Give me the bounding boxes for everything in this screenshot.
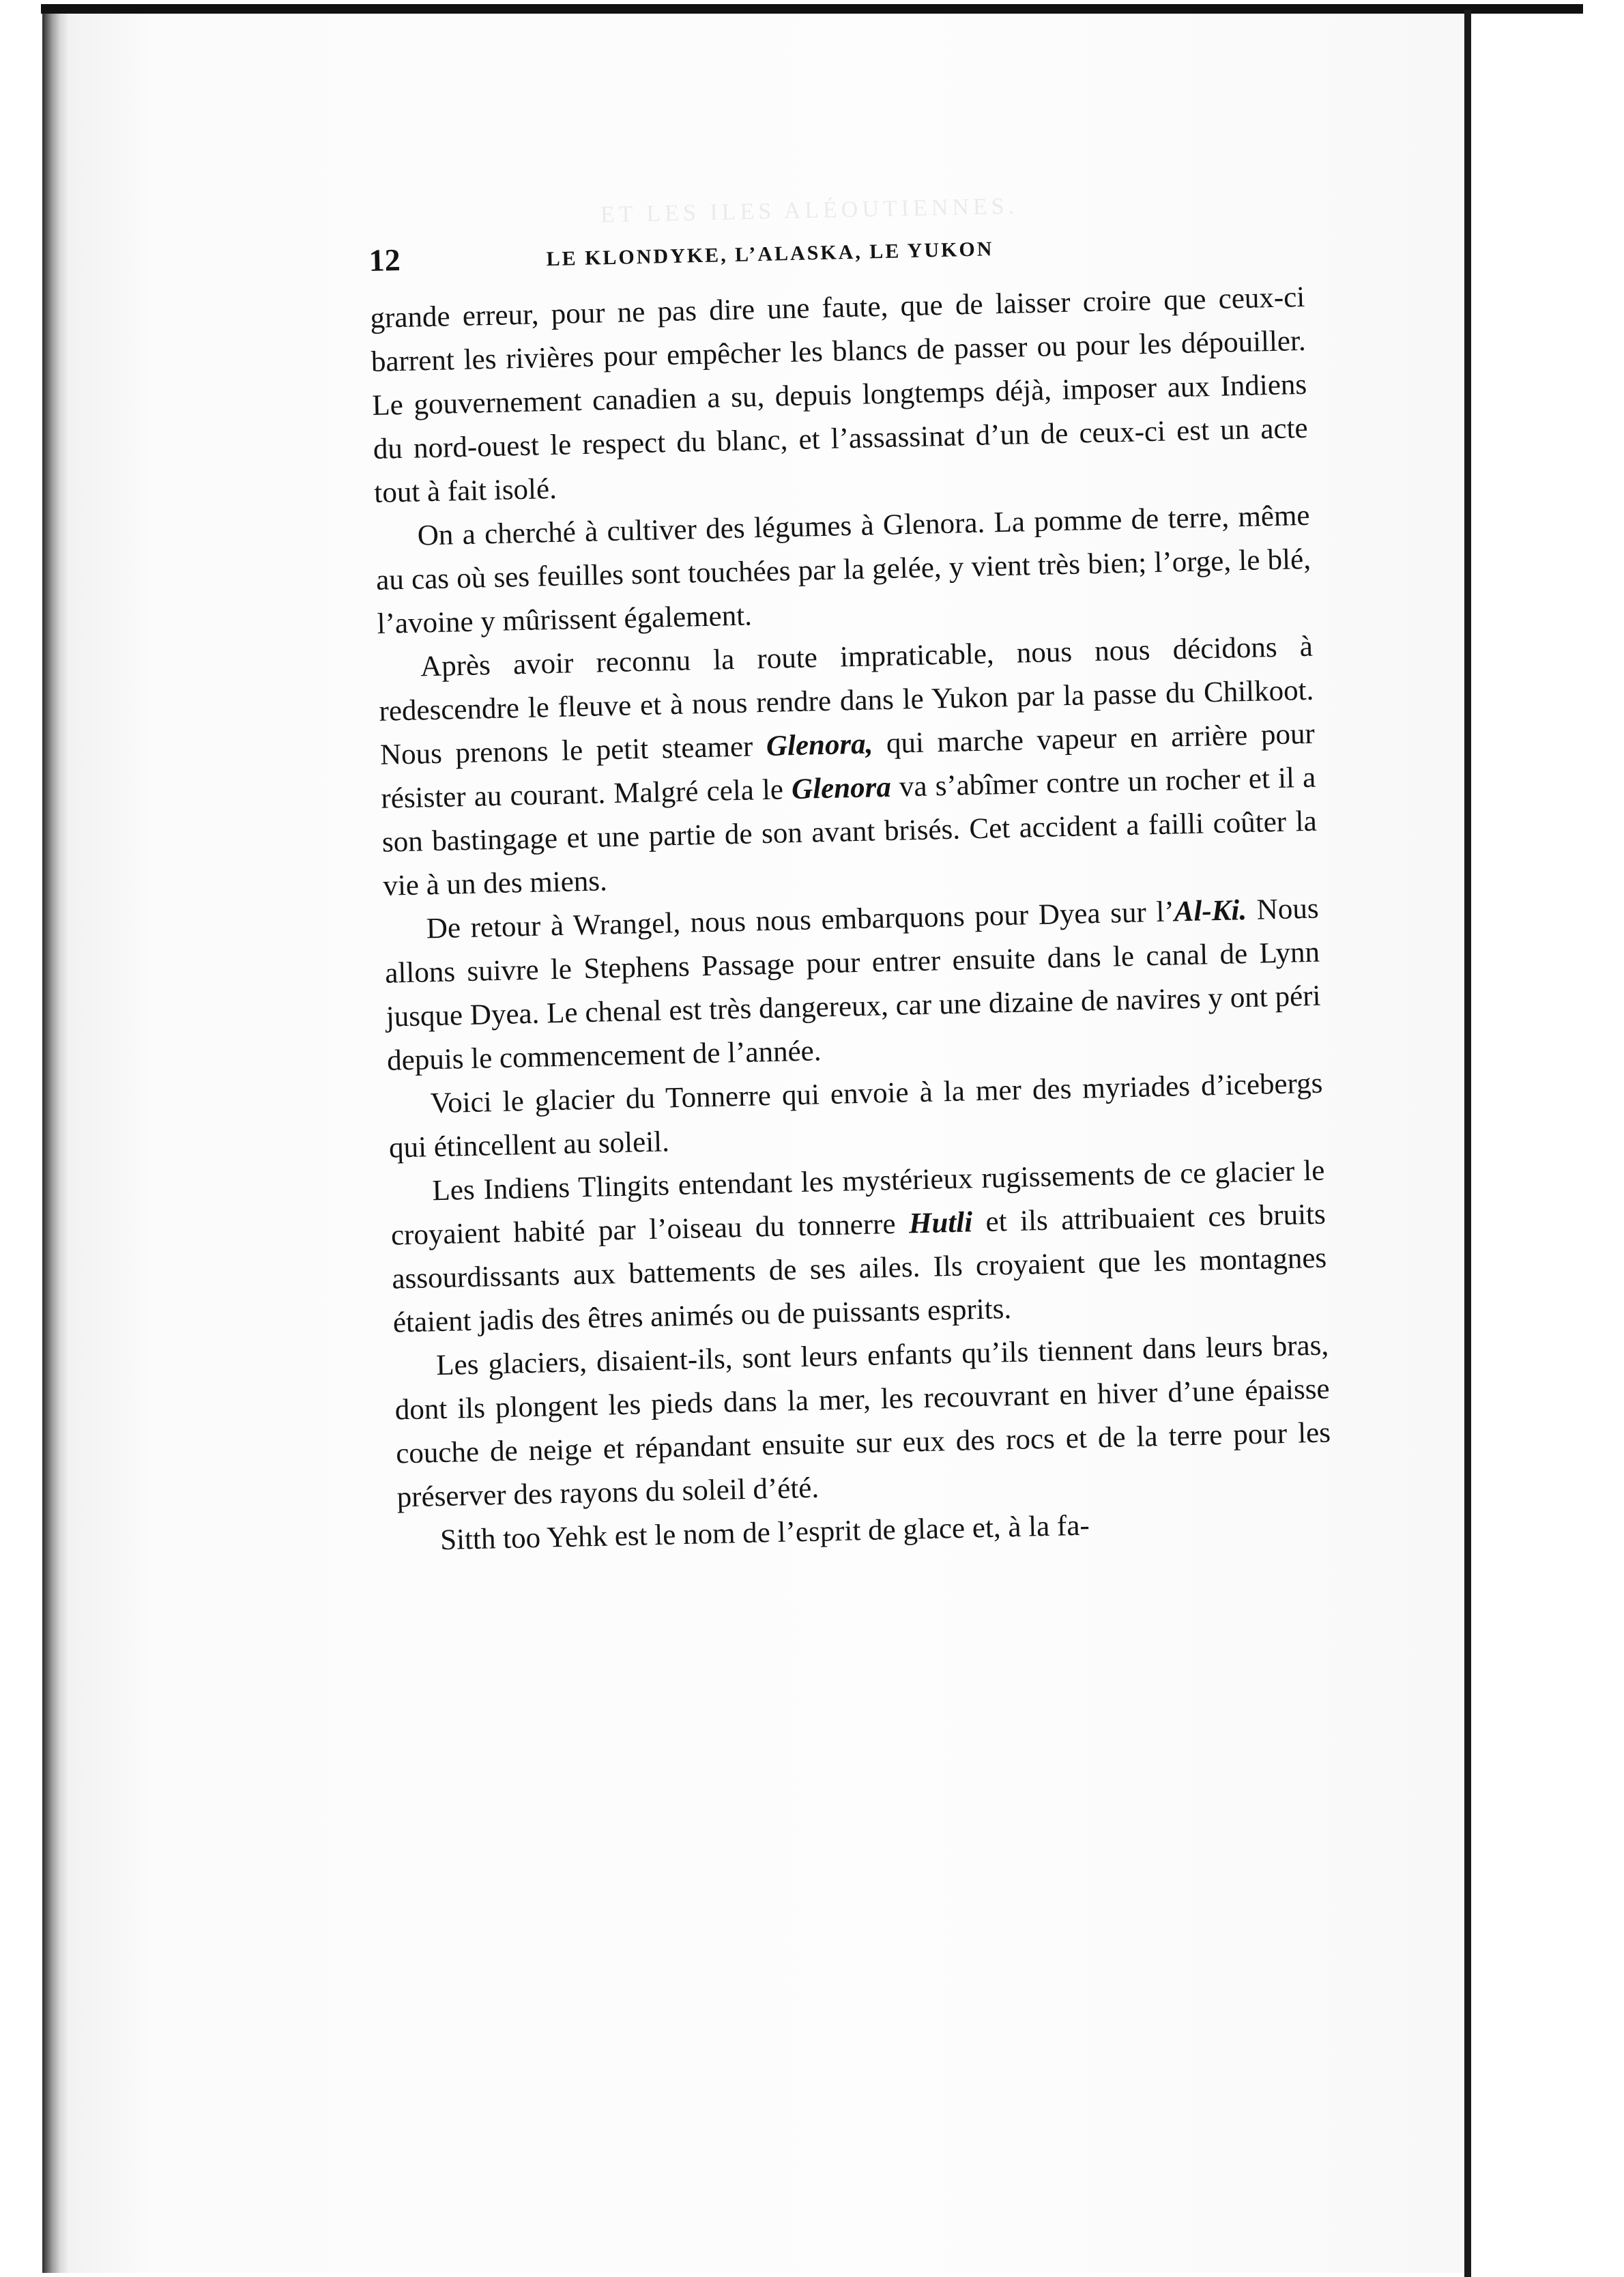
paragraph-6: Les Indiens Tlingits entendant les mystérieux rugissements de ce glacier le croyaient habité par l’oiseau du tonnerre Hutli et ils attribuaient ces bruits assourdissants aux battements de ses ailes. Ils croyaient que les montagnes étaient jadis des êtres animés ou de puissants esprits. xyxy=(390,1154,1327,1339)
running-title: LE KLONDYKE, L’ALASKA, LE YUKON xyxy=(546,238,994,271)
bleed-through-text: ET LES ILES ALÉOUTIENNES. xyxy=(600,193,1019,228)
thunderbird-name-hutli: Hutli xyxy=(908,1206,973,1240)
paragraph-5: Voici le glacier du Tonnerre qui envoie à la mer des myriades d’icebergs qui étincellent au soleil. xyxy=(388,1067,1323,1164)
page-edge-fold xyxy=(1464,10,1471,2277)
paragraph-4: De retour à Wrangel, nous nous embarquons pour Dyea sur l’Al-Ki. Nous allons suivre le Stephens Passage pour entrer ensuite dans le canal de Lynn jusque Dyea. Le chenal est très dangereux, car une dizaine de navires y ont péri depuis le commencement de l’année. xyxy=(384,892,1321,1077)
ship-name-glenora-2: Glenora xyxy=(791,771,892,806)
paragraph-2: On a cherché à cultiver des légumes à Glenora. La pomme de terre, même au cas où ses feuilles sont touchées par la gelée, y vient très bien; l’orge, le blé, l’avoine y mûrissent également. xyxy=(375,499,1311,640)
paragraph-3: Après avoir reconnu la route impraticable, nous nous décidons à redescendre le fleuve et à nous rendre dans le Yukon par la passe du Chilkoot. Nous prenons le petit steamer Glenora, qui marche vapeur en arrière pour résister au courant. Malgré cela le Glenora va s’abîmer contre un rocher et il a son bastingage et une partie de son avant brisés. Cet accident a failli coûter la vie à un des miens. xyxy=(379,630,1318,902)
page-text-block xyxy=(368,221,1333,1564)
ship-name-al-ki: Al-Ki. xyxy=(1174,894,1247,928)
paragraph-1: grande erreur, pour ne pas dire une faute, que de laisser croire que ceux-ci barrent les rivières pour empêcher les blancs de passer ou pour les dépouiller. Le gouvernement canadien a su, depuis longtemps déjà, imposer aux Indiens du nord-ouest le respect du blanc, et l’assassinat d’un de ceux-ci est un acte tout à fait isolé. xyxy=(369,281,1309,509)
book-gutter-shadow xyxy=(42,14,70,2273)
scan-top-border-right xyxy=(1471,4,1583,14)
page-number: 12 xyxy=(368,242,401,278)
paragraph-8: Sitth too Yehk est le nom de l’esprit de glace et, à la fa- xyxy=(439,1509,1090,1557)
adjacent-page-strip xyxy=(1471,14,1594,2277)
ship-name-glenora: Glenora, xyxy=(766,728,873,762)
paragraph-7: Les glaciers, disaient-ils, sont leurs enfants qu’ils tiennent dans leurs bras, dont ils plongent les pieds dans la mer, les recouvrant en hiver d’une épaisse couche de neige et répandant ensuite sur eux des rocs et de la terre pour les préserver des rayons du soleil d’été. xyxy=(394,1329,1331,1514)
scan-top-border xyxy=(41,4,1583,14)
